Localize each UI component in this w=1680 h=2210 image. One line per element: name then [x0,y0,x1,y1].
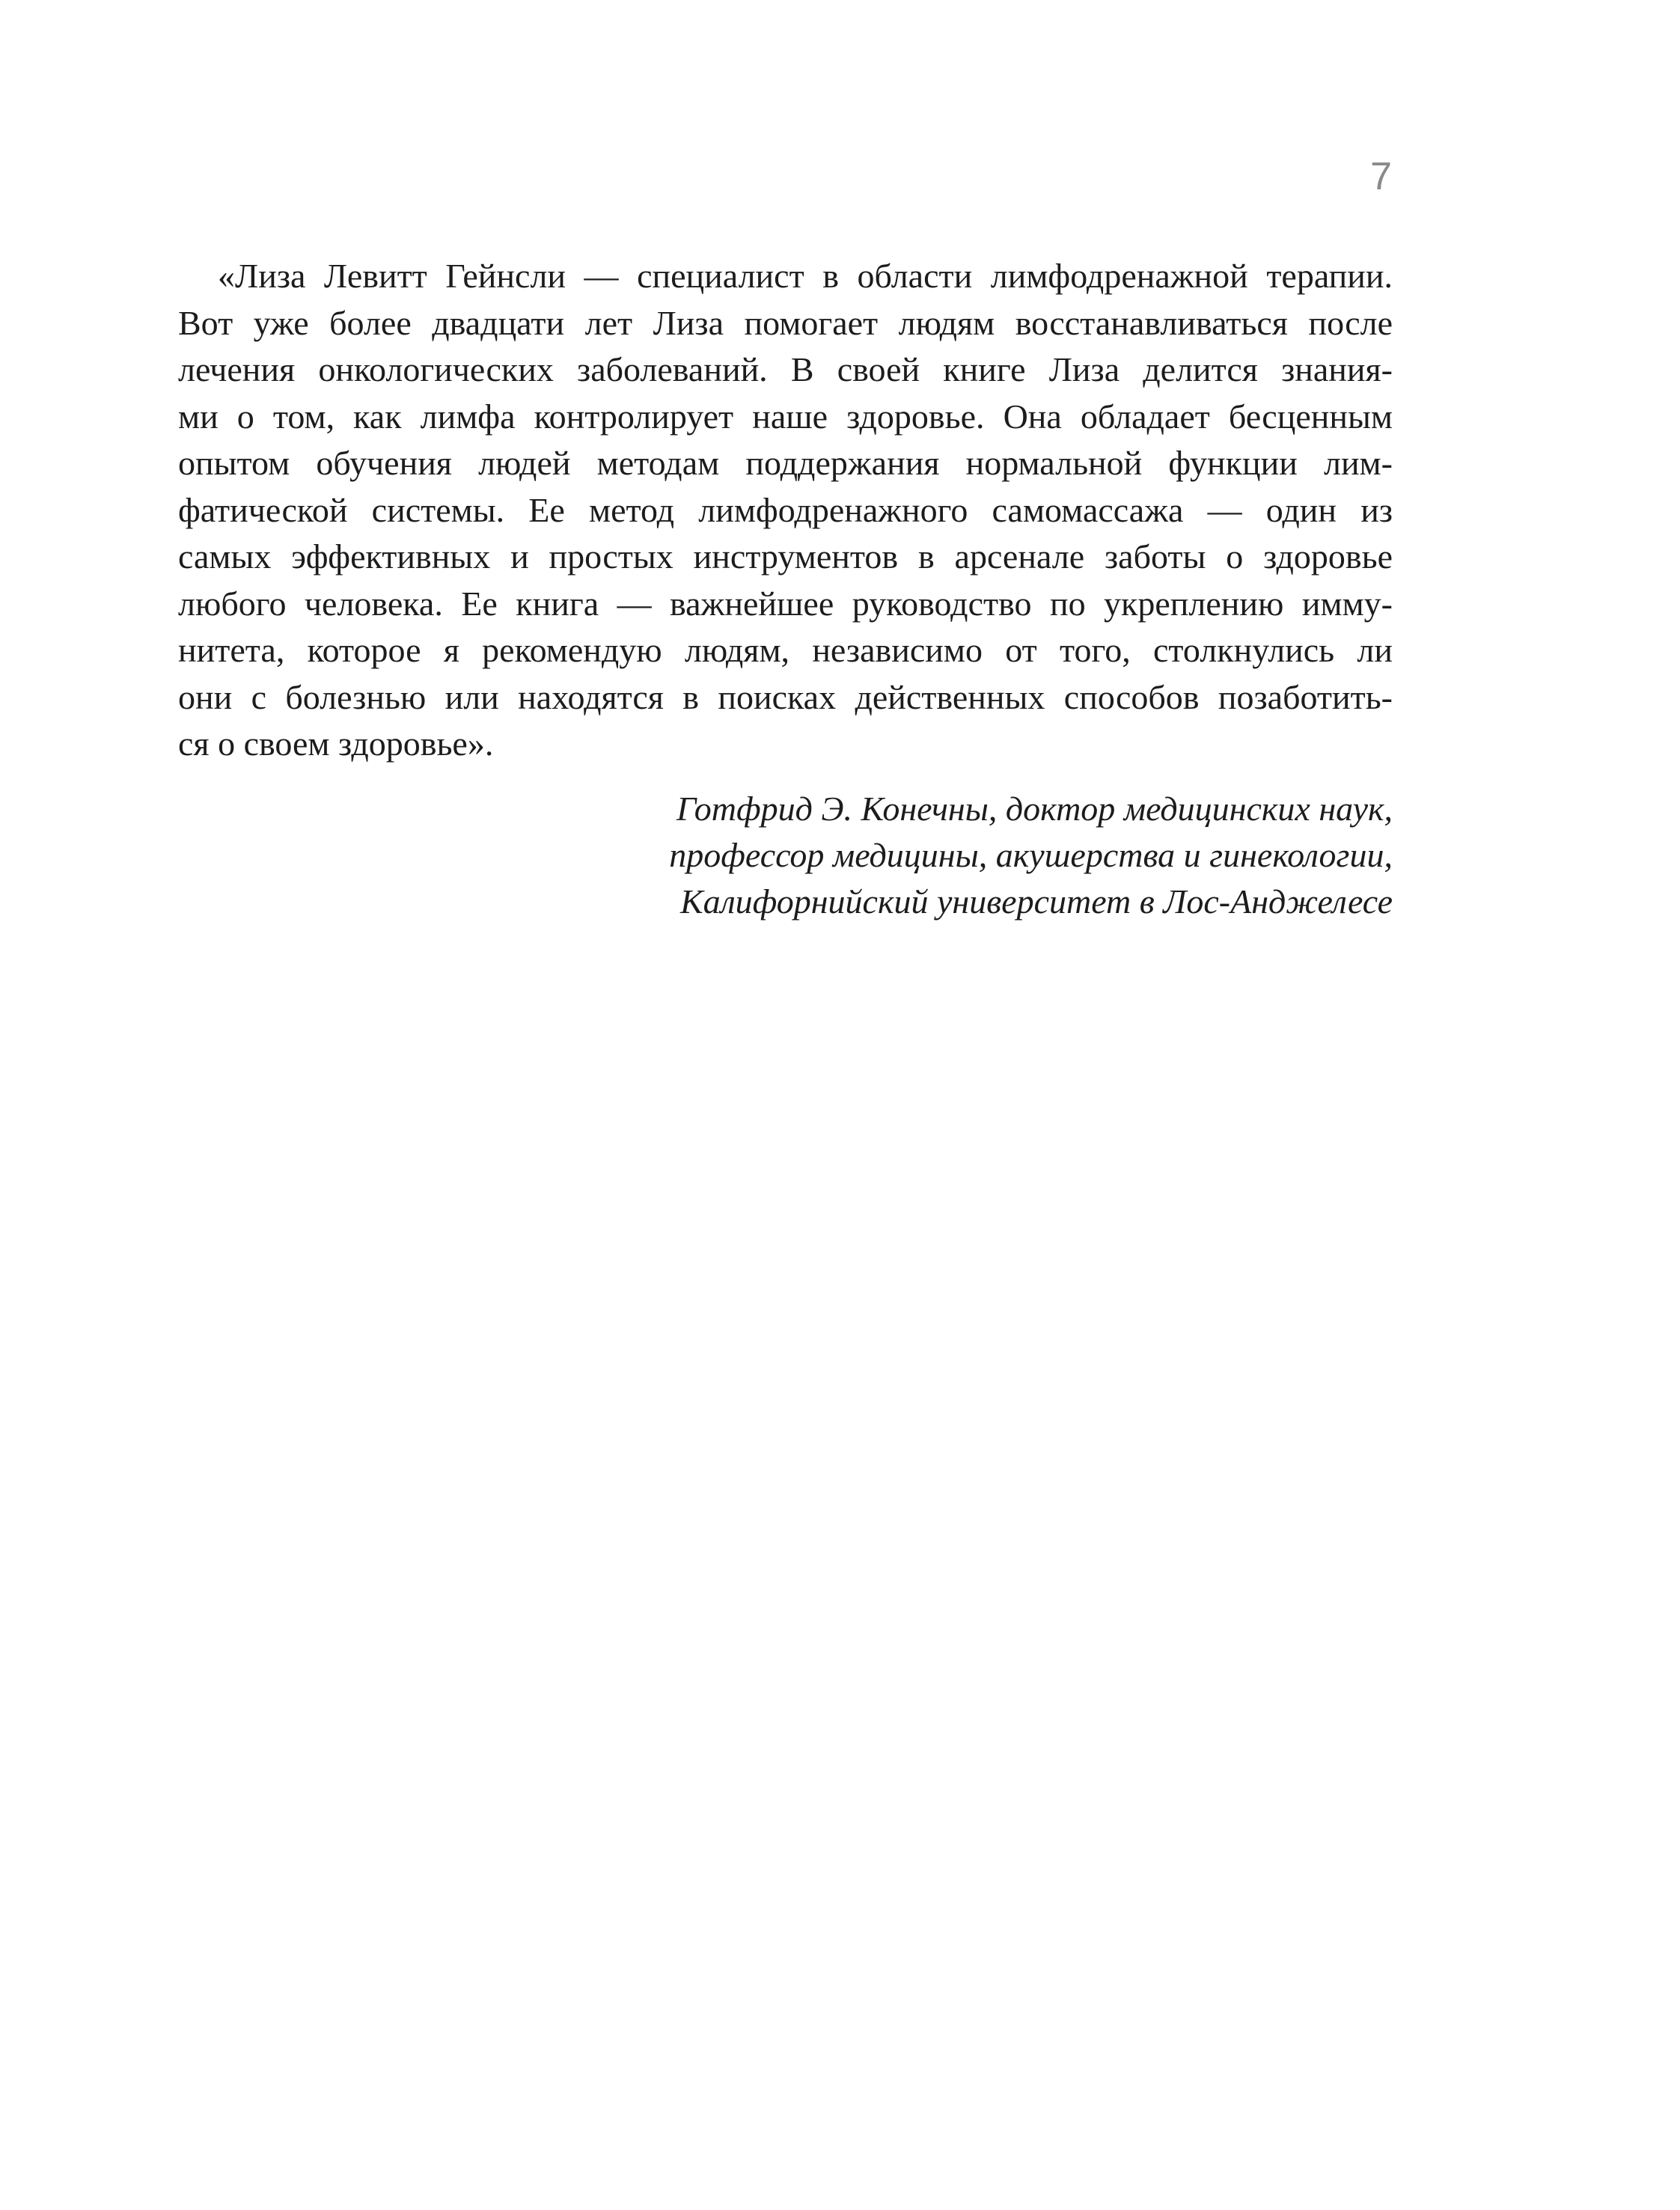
quote-attribution [345,786,1393,925]
quote-line: любого человека. Ее книга — важнейшее руководство по укреплению имму- [178,584,1393,623]
quote-paragraph [178,253,1393,768]
quote-line: опытом обучения людей методам поддержания нормальной функции лим- [178,444,1393,482]
quote-line: они с болезнью или находятся в поисках действенных способов позаботить- [178,677,1393,716]
page-number: 7 [1370,155,1392,198]
quote-line: лечения онкологических заболеваний. В своей книге Лиза делится знания- [178,350,1393,388]
quote-line: ся о своем здоровье». [178,724,494,763]
attribution-line: Калифорнийский университет в Лос-Анджелесе [680,882,1393,921]
quote-line: ми о том, как лимфа контролирует наше здоровье. Она обладает бесценным [178,397,1393,436]
quote-line: фатической системы. Ее метод лимфодренажного самомассажа — один из [178,490,1393,529]
quote-line: нитета, которое я рекомендую людям, независимо от того, столкнулись ли [178,631,1393,669]
attribution-line: профессор медицины, акушерства и гинекологии, [669,836,1393,874]
quote-line: Вот уже более двадцати лет Лиза помогает людям восстанавливаться после [178,303,1393,342]
quote-line: «Лиза Левитт Гейнсли — специалист в области лимфодренажной терапии. [218,257,1393,295]
quote-line: самых эффективных и простых инструментов в арсенале заботы о здоровье [178,537,1393,576]
attribution-line: Готфрид Э. Конечны, доктор медицинских наук, [676,790,1393,828]
